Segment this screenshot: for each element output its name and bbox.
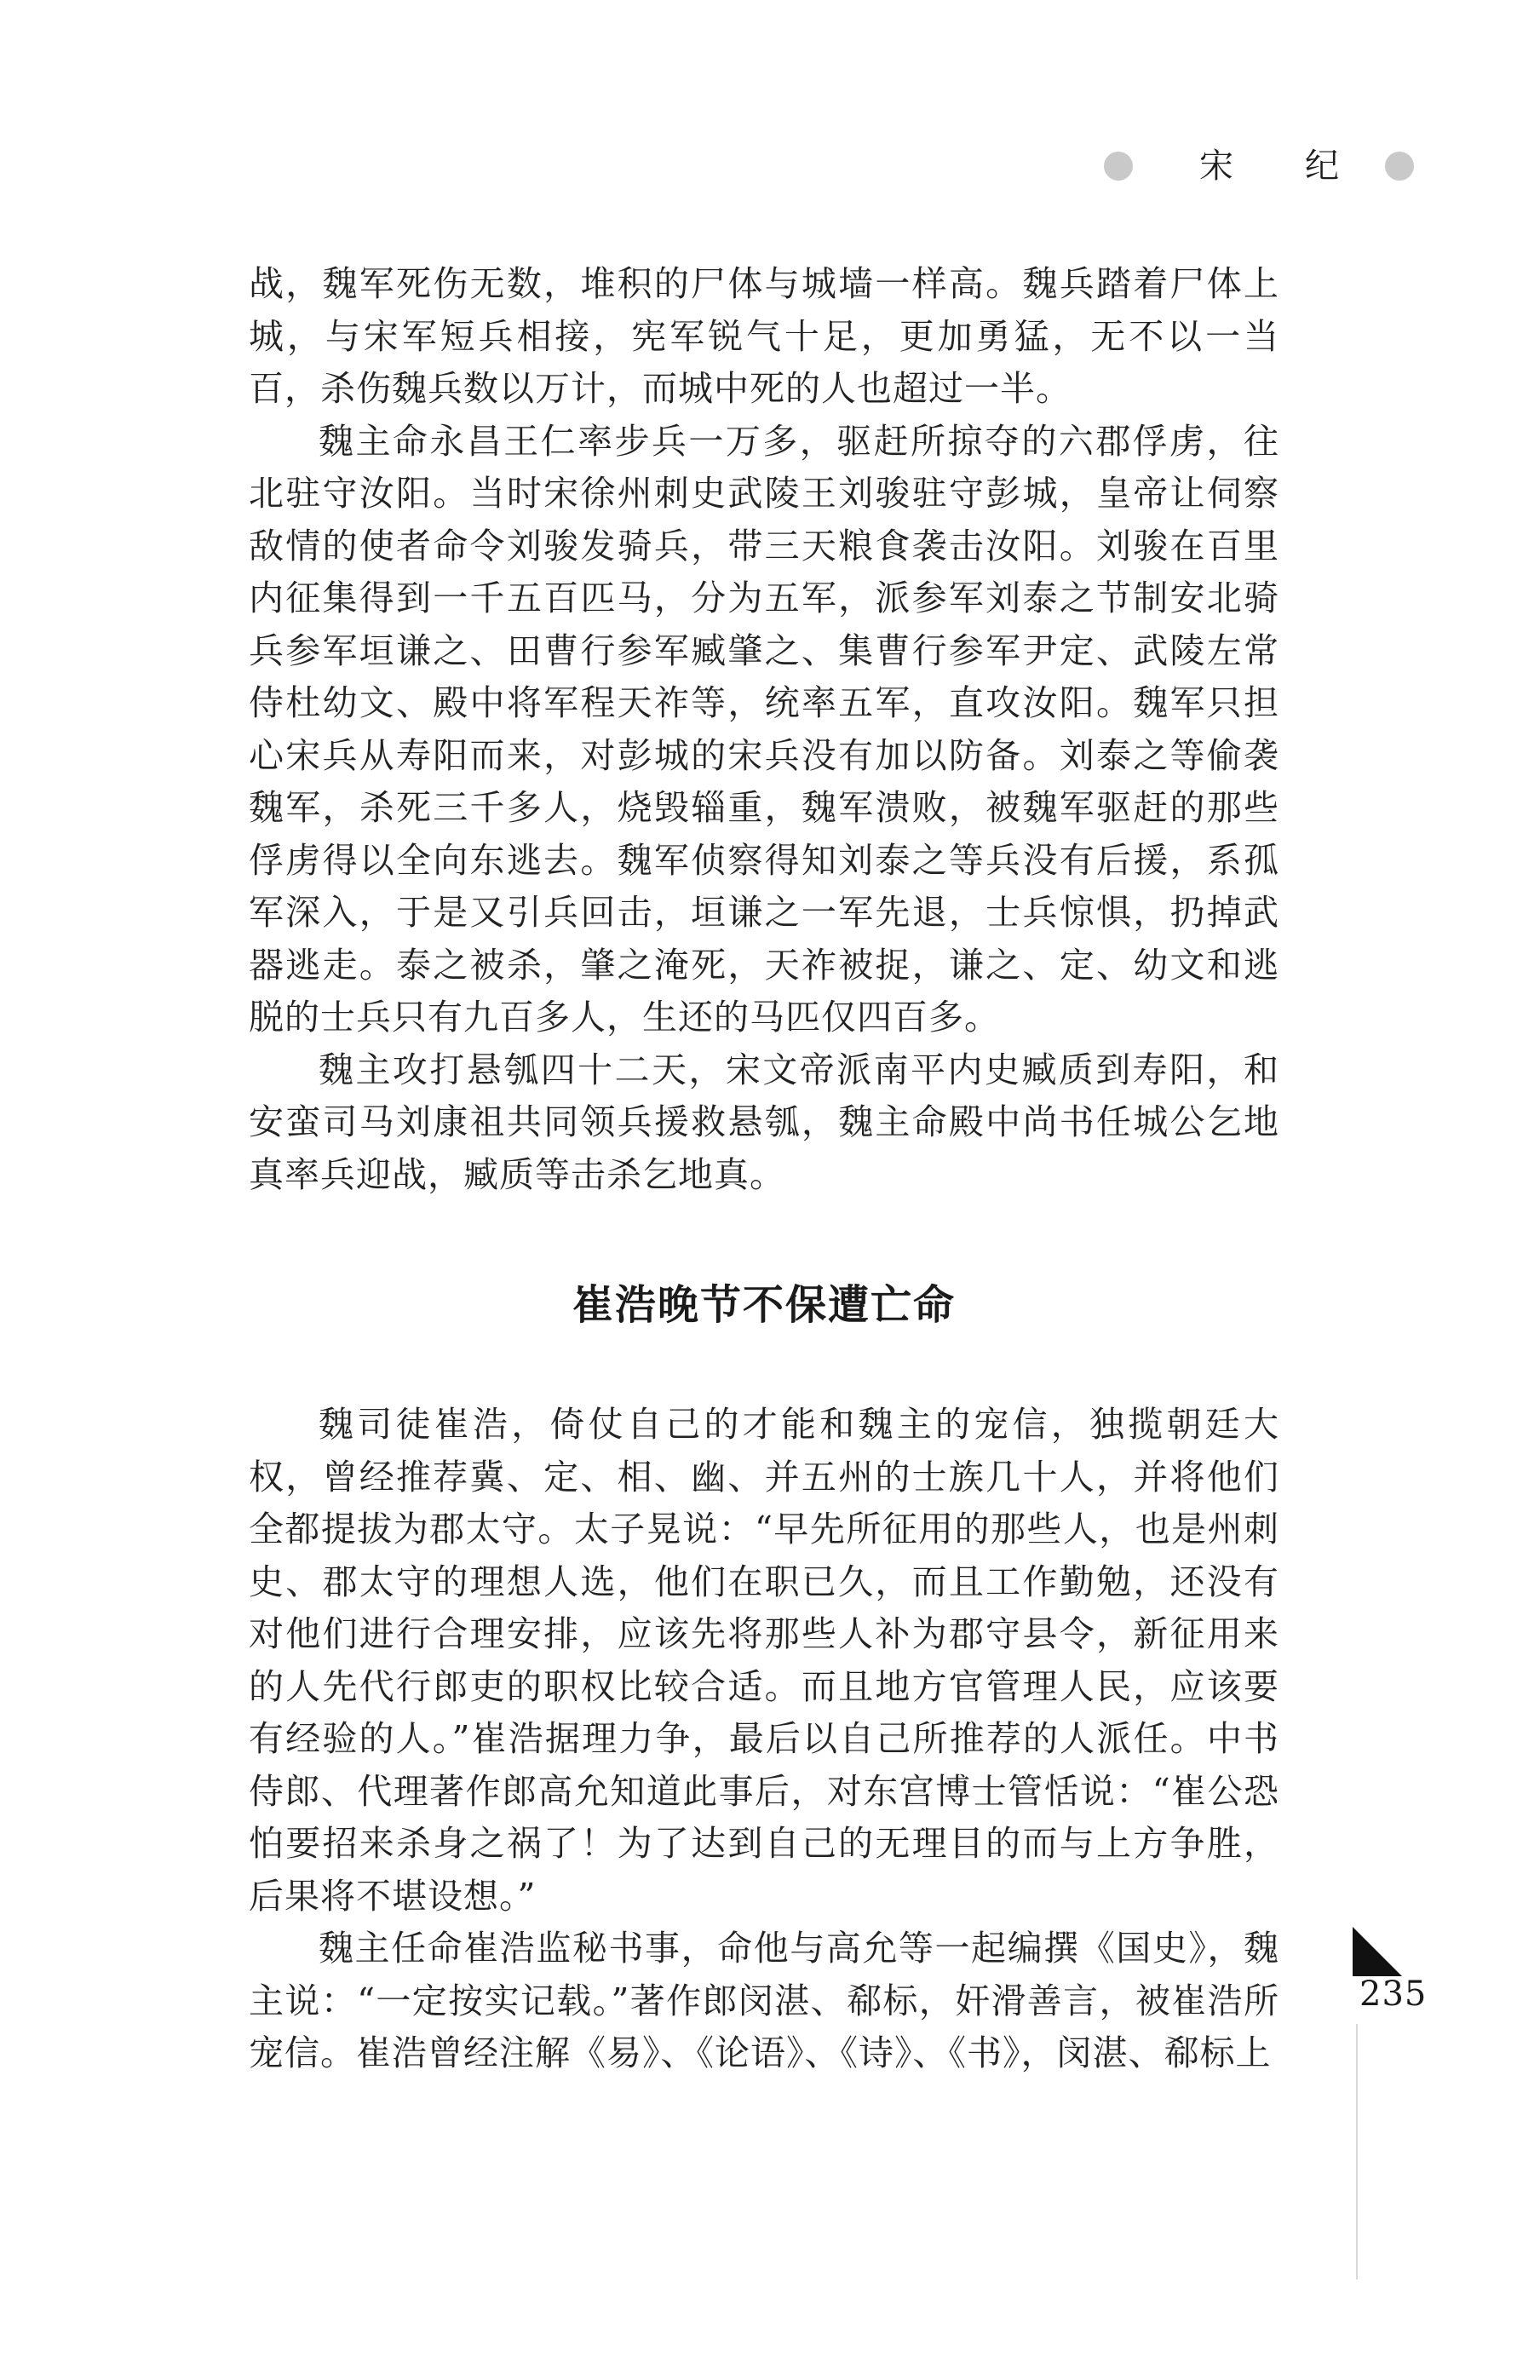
page-number: 235 bbox=[1359, 1975, 1428, 2014]
paragraph-5: 魏主任命崔浩监秘书事，命他与高允等一起编撰《国史》，魏主说：“一定按实记载。”著作郎闵湛、郗标，奸滑善言，被崔浩所宠信。崔浩曾经注解《易》、《论语》、《诗》、《书》，闵湛、郗标上 bbox=[249, 1928, 1279, 2073]
paragraph-2: 魏主命永昌王仁率步兵一万多，驱赶所掠夺的六郡俘虏，往北驻守汝阳。当时宋徐州刺史武陵王刘骏驻守彭城，皇帝让伺察敌情的使者命令刘骏发骑兵，带三天粮食袭击汝阳。刘骏在百里内征集得到一千五百匹马，分为五军，派参军刘泰之节制安北骑兵参军垣谦之、田曹行参军臧肇之、集曹行参军尹定、武陵左常侍杜幼文、殿中将军程天祚等，统率五军，直攻汝阳。魏军只担心宋兵从寿阳而来，对彭城的宋兵没有加以防备。刘泰之等偷袭魏军，杀死三千多人，烧毁辎重，魏军溃败，被魏军驱赶的那些俘虏得以全向东逃去。魏军侦察得知刘泰之等兵没有后援，系孤军深入，于是又引兵回击，垣谦之一军先退，士兵惊惧，扔掉武器逃走。泰之被杀，肇之淹死，天祚被捉，谦之、定、幼文和逃脱的士兵只有九百多人，生还的马匹仅四百多。 bbox=[249, 420, 1279, 1038]
header-char-1: 宋 bbox=[1199, 147, 1233, 186]
page-corner-triangle-icon bbox=[1353, 1927, 1402, 1976]
page-body bbox=[249, 258, 1279, 2080]
paragraph-4: 魏司徒崔浩，倚仗自己的才能和魏主的宠信，独揽朝廷大权，曾经推荐冀、定、相、幽、并五州的士族几十人，并将他们全都提拔为郡太守。太子晃说：“早先所征用的那些人，也是州刺史、郡太守的理想人选，他们在职已久，而且工作勤勉，还没有对他们进行合理安排，应该先将那些人补为郡守县令，新征用来的人先代行郎吏的职权比较合适。而且地方官管理人民，应该要有经验的人。”崔浩据理力争，最后以自己所推荐的人派任。中书侍郎、代理著作郎高允知道此事后，对东宫博士管恬说：“崔公恐怕要招来杀身之祸了！为了达到自己的无理目的而与上方争胜，后果将不堪设想。” bbox=[249, 1404, 1279, 1917]
running-header bbox=[1104, 145, 1428, 196]
paragraph-3: 魏主攻打悬瓠四十二天，宋文帝派南平内史臧质到寿阳，和安蛮司马刘康祖共同领兵援救悬瓠，魏主命殿中尚书任城公乞地真率兵迎战，臧质等击杀乞地真。 bbox=[249, 1049, 1279, 1195]
header-dot-left-icon bbox=[1104, 152, 1133, 181]
section-title: 崔浩晚节不保遭亡命 bbox=[572, 1281, 956, 1329]
header-dot-right-icon bbox=[1385, 152, 1414, 181]
header-char-2: 纪 bbox=[1305, 147, 1339, 186]
margin-divider bbox=[1356, 2024, 1358, 2279]
paragraph-1: 战，魏军死伤无数，堆积的尸体与城墙一样高。魏兵踏着尸体上城，与宋军短兵相接，宪军锐气十足，更加勇猛，无不以一当百，杀伤魏兵数以万计，而城中死的人也超过一半。 bbox=[249, 263, 1279, 409]
